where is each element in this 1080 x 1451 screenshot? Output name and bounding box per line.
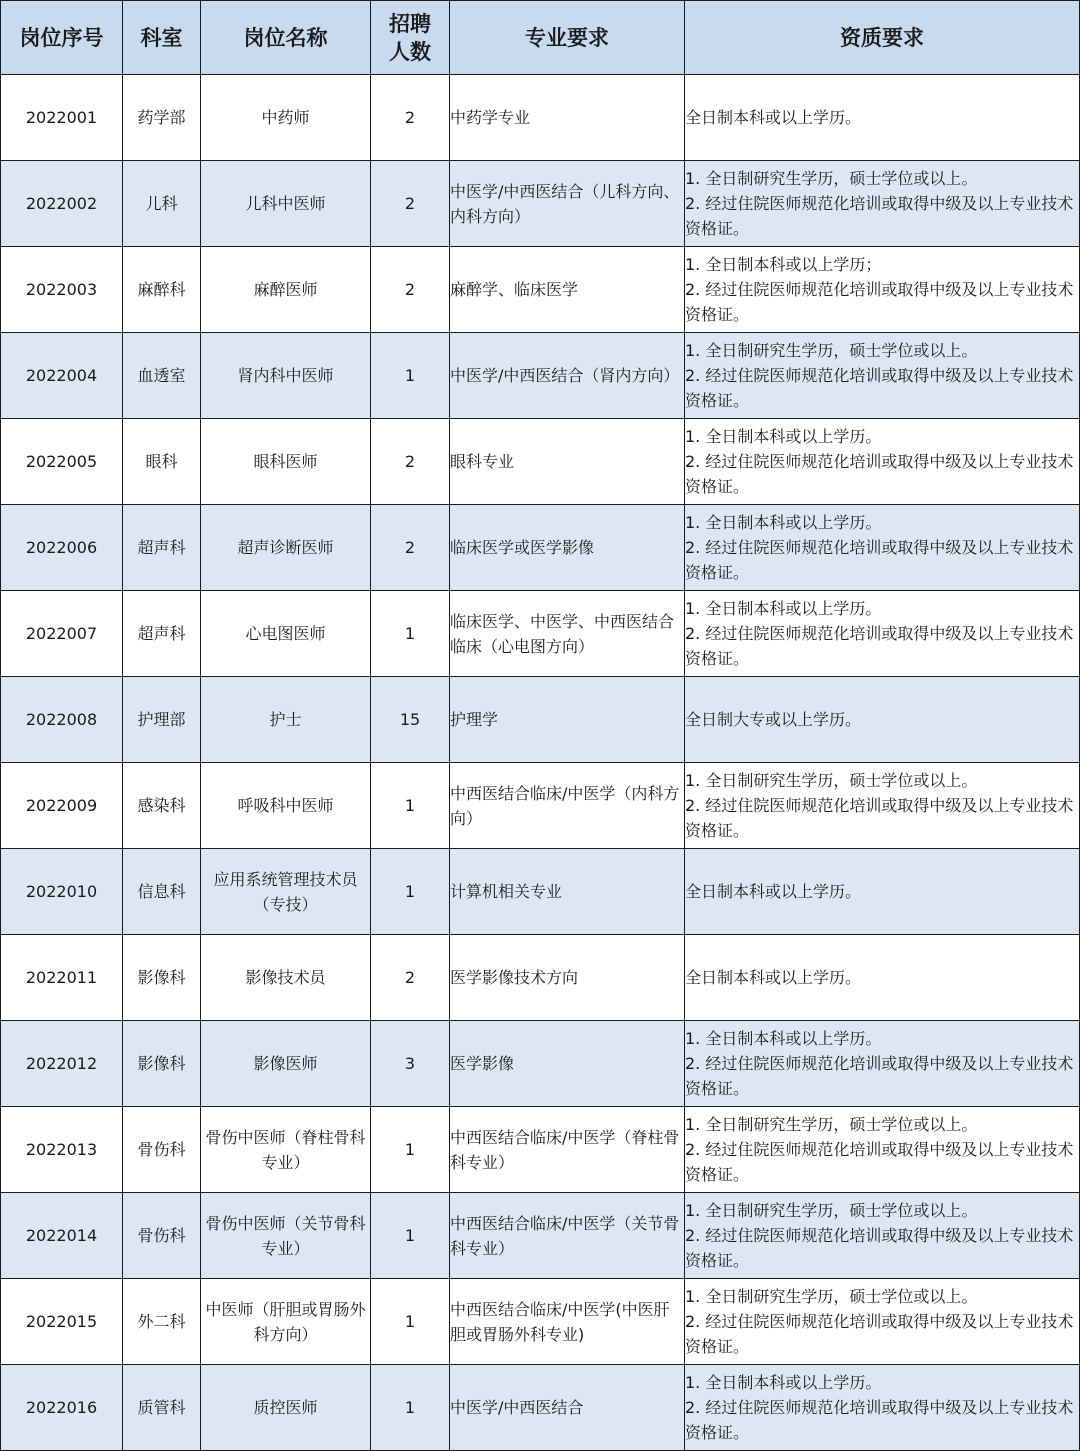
qualification-line: 1. 全日制本科或以上学历。 <box>685 513 882 532</box>
cell-qualification-requirement <box>685 849 1080 935</box>
cell-position-id: 2022003 <box>1 247 123 333</box>
cell-major-requirement: 中医学/中西医结合（儿科方向、内科方向） <box>450 161 685 247</box>
qualification-line: 1. 全日制本科或以上学历； <box>685 255 882 274</box>
table-row <box>1 1365 1080 1451</box>
cell-position-id: 2022004 <box>1 333 123 419</box>
cell-position-id: 2022011 <box>1 935 123 1021</box>
table-row <box>1 505 1080 591</box>
cell-hiring-count: 1 <box>371 1279 450 1365</box>
cell-qualification-requirement <box>685 677 1080 763</box>
cell-qualification-requirement <box>685 1365 1080 1451</box>
qualification-line: 2. 经过住院医师规范化培训或取得中级及以上专业技术资格证。 <box>685 452 1074 496</box>
cell-major-requirement: 中西医结合临床/中医学（脊柱骨科专业） <box>450 1107 685 1193</box>
cell-position-id: 2022010 <box>1 849 123 935</box>
qualification-line: 2. 经过住院医师规范化培训或取得中级及以上专业技术资格证。 <box>685 1140 1074 1184</box>
qualification-line: 2. 经过住院医师规范化培训或取得中级及以上专业技术资格证。 <box>685 280 1074 324</box>
cell-position-name: 骨伤中医师（脊柱骨科专业） <box>201 1107 371 1193</box>
cell-hiring-count: 2 <box>371 505 450 591</box>
header-department: 科室 <box>123 1 201 75</box>
cell-hiring-count: 1 <box>371 591 450 677</box>
cell-hiring-count: 1 <box>371 1193 450 1279</box>
qualification-line: 2. 经过住院医师规范化培训或取得中级及以上专业技术资格证。 <box>685 366 1074 410</box>
cell-hiring-count: 15 <box>371 677 450 763</box>
qualification-line: 1. 全日制本科或以上学历。 <box>685 1029 882 1048</box>
cell-major-requirement: 医学影像 <box>450 1021 685 1107</box>
qualification-line: 2. 经过住院医师规范化培训或取得中级及以上专业技术资格证。 <box>685 624 1074 668</box>
cell-major-requirement: 护理学 <box>450 677 685 763</box>
table-row <box>1 1107 1080 1193</box>
qualification-line: 1. 全日制本科或以上学历。 <box>685 427 882 446</box>
qualification-line: 2. 经过住院医师规范化培训或取得中级及以上专业技术资格证。 <box>685 796 1074 840</box>
cell-position-name: 护士 <box>201 677 371 763</box>
qualification-line: 2. 经过住院医师规范化培训或取得中级及以上专业技术资格证。 <box>685 538 1074 582</box>
cell-position-id: 2022007 <box>1 591 123 677</box>
cell-position-id: 2022001 <box>1 75 123 161</box>
cell-major-requirement: 中医学/中西医结合（肾内方向） <box>450 333 685 419</box>
cell-hiring-count: 2 <box>371 75 450 161</box>
cell-position-id: 2022014 <box>1 1193 123 1279</box>
cell-major-requirement: 计算机相关专业 <box>450 849 685 935</box>
cell-position-name: 眼科医师 <box>201 419 371 505</box>
cell-qualification-requirement <box>685 247 1080 333</box>
cell-position-name: 中药师 <box>201 75 371 161</box>
qualification-line: 2. 经过住院医师规范化培训或取得中级及以上专业技术资格证。 <box>685 1226 1074 1270</box>
cell-department: 超声科 <box>123 591 201 677</box>
table-row <box>1 849 1080 935</box>
cell-qualification-requirement <box>685 161 1080 247</box>
cell-department: 药学部 <box>123 75 201 161</box>
cell-major-requirement: 中药学专业 <box>450 75 685 161</box>
table-row <box>1 161 1080 247</box>
table-body <box>1 75 1080 1451</box>
table-row <box>1 333 1080 419</box>
cell-position-name: 质控医师 <box>201 1365 371 1451</box>
header-hiring-count-line1: 招聘 <box>389 11 431 36</box>
cell-department: 影像科 <box>123 935 201 1021</box>
header-major-requirement: 专业要求 <box>450 1 685 75</box>
cell-major-requirement: 中西医结合临床/中医学（关节骨科专业） <box>450 1193 685 1279</box>
qualification-line: 1. 全日制研究生学历，硕士学位或以上。 <box>685 1115 978 1134</box>
cell-hiring-count: 2 <box>371 161 450 247</box>
cell-major-requirement: 中西医结合临床/中医学(中医肝胆或胃肠外科专业) <box>450 1279 685 1365</box>
qualification-line: 1. 全日制本科或以上学历。 <box>685 1373 882 1392</box>
cell-qualification-requirement <box>685 591 1080 677</box>
qualification-line: 1. 全日制本科或以上学历。 <box>685 599 882 618</box>
qualification-line: 2. 经过住院医师规范化培训或取得中级及以上专业技术资格证。 <box>685 194 1074 238</box>
qualification-line: 全日制本科或以上学历。 <box>685 108 862 127</box>
table-row <box>1 1021 1080 1107</box>
cell-hiring-count: 1 <box>371 763 450 849</box>
cell-department: 超声科 <box>123 505 201 591</box>
cell-qualification-requirement <box>685 333 1080 419</box>
header-qualification-requirement: 资质要求 <box>685 1 1080 75</box>
cell-qualification-requirement <box>685 935 1080 1021</box>
cell-qualification-requirement <box>685 1021 1080 1107</box>
cell-hiring-count: 1 <box>371 333 450 419</box>
qualification-line: 1. 全日制研究生学历，硕士学位或以上。 <box>685 1287 978 1306</box>
cell-department: 感染科 <box>123 763 201 849</box>
cell-position-id: 2022012 <box>1 1021 123 1107</box>
cell-position-name: 麻醉医师 <box>201 247 371 333</box>
cell-position-id: 2022008 <box>1 677 123 763</box>
cell-major-requirement: 眼科专业 <box>450 419 685 505</box>
table-row <box>1 419 1080 505</box>
cell-hiring-count: 1 <box>371 1107 450 1193</box>
cell-major-requirement: 医学影像技术方向 <box>450 935 685 1021</box>
cell-hiring-count: 3 <box>371 1021 450 1107</box>
table-row <box>1 1279 1080 1365</box>
cell-position-name: 超声诊断医师 <box>201 505 371 591</box>
cell-department: 质管科 <box>123 1365 201 1451</box>
cell-position-name: 影像医师 <box>201 1021 371 1107</box>
qualification-line: 全日制本科或以上学历。 <box>685 968 862 987</box>
cell-department: 骨伤科 <box>123 1107 201 1193</box>
table-row <box>1 677 1080 763</box>
cell-position-name: 中医师（肝胆或胃肠外科方向） <box>201 1279 371 1365</box>
cell-position-name: 影像技术员 <box>201 935 371 1021</box>
cell-position-id: 2022005 <box>1 419 123 505</box>
cell-qualification-requirement <box>685 763 1080 849</box>
cell-department: 骨伤科 <box>123 1193 201 1279</box>
cell-qualification-requirement <box>685 1193 1080 1279</box>
cell-position-name: 呼吸科中医师 <box>201 763 371 849</box>
cell-hiring-count: 1 <box>371 1365 450 1451</box>
table-row <box>1 763 1080 849</box>
cell-hiring-count: 2 <box>371 935 450 1021</box>
qualification-line: 1. 全日制研究生学历，硕士学位或以上。 <box>685 1201 978 1220</box>
cell-position-id: 2022009 <box>1 763 123 849</box>
header-hiring-count-line2: 人数 <box>389 39 431 64</box>
table-row <box>1 75 1080 161</box>
cell-position-name: 肾内科中医师 <box>201 333 371 419</box>
cell-department: 护理部 <box>123 677 201 763</box>
cell-qualification-requirement <box>685 75 1080 161</box>
cell-position-name: 心电图医师 <box>201 591 371 677</box>
cell-qualification-requirement <box>685 505 1080 591</box>
qualification-line: 全日制本科或以上学历。 <box>685 882 862 901</box>
qualification-line: 2. 经过住院医师规范化培训或取得中级及以上专业技术资格证。 <box>685 1312 1074 1356</box>
cell-qualification-requirement <box>685 1279 1080 1365</box>
cell-major-requirement: 临床医学、中医学、中西医结合临床（心电图方向） <box>450 591 685 677</box>
cell-department: 外二科 <box>123 1279 201 1365</box>
qualification-line: 全日制大专或以上学历。 <box>685 710 862 729</box>
header-position-id: 岗位序号 <box>1 1 123 75</box>
qualification-line: 1. 全日制研究生学历，硕士学位或以上。 <box>685 169 978 188</box>
cell-department: 麻醉科 <box>123 247 201 333</box>
qualification-line: 1. 全日制研究生学历，硕士学位或以上。 <box>685 771 978 790</box>
cell-major-requirement: 中西医结合临床/中医学（内科方向） <box>450 763 685 849</box>
cell-major-requirement: 中医学/中西医结合 <box>450 1365 685 1451</box>
cell-department: 信息科 <box>123 849 201 935</box>
qualification-line: 1. 全日制研究生学历，硕士学位或以上。 <box>685 341 978 360</box>
qualification-line: 2. 经过住院医师规范化培训或取得中级及以上专业技术资格证。 <box>685 1398 1074 1442</box>
cell-department: 影像科 <box>123 1021 201 1107</box>
header-hiring-count <box>371 1 450 75</box>
cell-position-id: 2022002 <box>1 161 123 247</box>
cell-hiring-count: 2 <box>371 247 450 333</box>
table-header <box>1 1 1080 75</box>
cell-qualification-requirement <box>685 419 1080 505</box>
cell-position-id: 2022016 <box>1 1365 123 1451</box>
cell-position-id: 2022006 <box>1 505 123 591</box>
header-position-name: 岗位名称 <box>201 1 371 75</box>
cell-qualification-requirement <box>685 1107 1080 1193</box>
cell-hiring-count: 1 <box>371 849 450 935</box>
cell-position-id: 2022013 <box>1 1107 123 1193</box>
header-row <box>1 1 1080 75</box>
cell-major-requirement: 麻醉学、临床医学 <box>450 247 685 333</box>
cell-department: 儿科 <box>123 161 201 247</box>
cell-hiring-count: 2 <box>371 419 450 505</box>
cell-position-name: 儿科中医师 <box>201 161 371 247</box>
cell-position-id: 2022015 <box>1 1279 123 1365</box>
cell-major-requirement: 临床医学或医学影像 <box>450 505 685 591</box>
cell-position-name: 骨伤中医师（关节骨科专业） <box>201 1193 371 1279</box>
cell-position-name: 应用系统管理技术员（专技） <box>201 849 371 935</box>
table-row <box>1 1193 1080 1279</box>
cell-department: 眼科 <box>123 419 201 505</box>
table-row <box>1 247 1080 333</box>
table-row <box>1 591 1080 677</box>
qualification-line: 2. 经过住院医师规范化培训或取得中级及以上专业技术资格证。 <box>685 1054 1074 1098</box>
cell-department: 血透室 <box>123 333 201 419</box>
table-row <box>1 935 1080 1021</box>
